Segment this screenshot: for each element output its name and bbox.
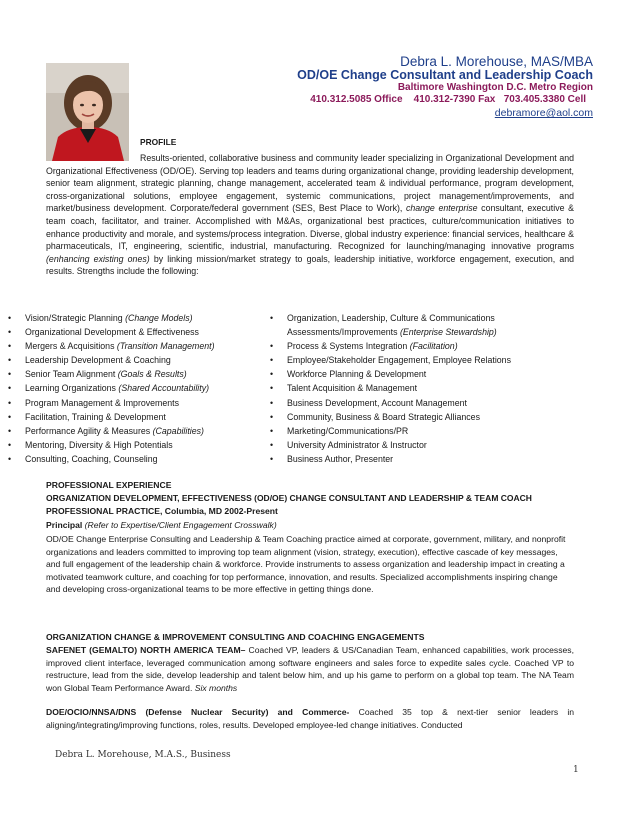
strength-left-item-text	[25, 424, 258, 438]
strength-left-item	[8, 452, 258, 466]
strength-left-item	[8, 367, 258, 381]
strength-right-item-text	[287, 438, 570, 452]
strength-right-item-label: Community, Business & Board Strategic Alliances	[287, 411, 480, 422]
bullet-icon: •	[8, 383, 12, 394]
bullet-icon: •	[8, 327, 12, 338]
strength-right-item	[270, 424, 570, 438]
strength-right-item-text	[287, 381, 570, 395]
strength-right-item-text	[287, 452, 570, 466]
safenet-description: Coached VP, leaders & US/Canadian Team, enhanced capabilities, work processes, improved client interface, leveraged communication among software engineers and sales force to expedite sales cycle. Coached VP to restructure, lead from the side, develop leadership and talent below him, and up his game to perform on a global top team. The NA Team won Global Team Performance Award.	[46, 645, 574, 693]
portrait-illustration	[46, 63, 129, 161]
bullet-icon: •	[270, 355, 274, 366]
strength-right-item-text	[287, 410, 570, 424]
strength-left-item-text	[25, 381, 258, 395]
strength-left-item-text	[25, 452, 258, 466]
strength-left-item-label: Vision/Strategic Planning	[25, 313, 126, 323]
strength-left-item-qualifier: (Goals & Results)	[117, 369, 187, 380]
resume-name: Debra L. Morehouse, MAS/MBA	[400, 54, 593, 69]
safenet-duration: Six months	[194, 682, 238, 693]
strength-right-item	[270, 381, 570, 395]
strength-right-item-label: Talent Acquisition & Management	[287, 383, 418, 394]
strength-left-item-text	[25, 396, 258, 410]
profile-paragraph	[46, 152, 574, 278]
strength-right-item-label: Workforce Planning & Development	[287, 369, 427, 380]
strength-right-item-label: Process & Systems Integration	[287, 341, 410, 352]
strength-left-item-qualifier: (Capabilities)	[152, 425, 204, 436]
strength-right-item-text	[287, 311, 570, 339]
strength-right-item-label: Marketing/Communications/PR	[287, 425, 409, 436]
doe-title: DOE/OCIO/NNSA/DNS (Defense Nuclear Security) and Commerce-	[46, 707, 350, 717]
strength-right-item-text	[287, 424, 570, 438]
strength-left-item-text	[25, 410, 258, 424]
engagements-heading: ORGANIZATION CHANGE & IMPROVEMENT CONSULTING AND COACHING ENGAGEMENTS	[46, 632, 425, 642]
strength-left-item-label: Performance Agility & Measures	[25, 425, 153, 436]
bullet-icon: •	[270, 397, 274, 408]
strength-left-item-label: Leadership Development & Coaching	[25, 355, 171, 366]
strength-right-item-label: Employee/Stakeholder Engagement, Employee Relations	[287, 355, 511, 366]
strength-left-item-text	[25, 367, 258, 381]
strength-left-item-text	[25, 353, 258, 367]
resume-email-link[interactable]: debramore@aol.com	[494, 107, 593, 119]
strength-left-item-text	[25, 438, 258, 452]
strength-right-item	[270, 311, 570, 339]
bullet-icon: •	[270, 383, 274, 394]
strength-left-item	[8, 410, 258, 424]
strength-right-item	[270, 353, 570, 367]
resume-phones: 410.312.5085 Office 410.312-7390 Fax 703.405.3380 Cell	[310, 94, 586, 105]
role-heading: ORGANIZATION DEVELOPMENT, EFFECTIVENESS (OD/OE) CHANGE CONSULTANT AND LEADERSHIP & TEAM COACH	[46, 493, 532, 503]
strength-left-item-label: Organizational Development & Effectiveness	[25, 327, 199, 338]
strength-left-item	[8, 381, 258, 395]
bullet-icon: •	[8, 397, 12, 408]
strength-left-item-text	[25, 311, 258, 325]
strength-right-item	[270, 339, 570, 353]
strength-right-item-label: Business Development, Account Management	[287, 397, 467, 408]
strength-left-item-label: Learning Organizations	[25, 383, 119, 394]
strength-right-item	[270, 410, 570, 424]
resume-region: Baltimore Washington D.C. Metro Region	[397, 82, 593, 93]
strength-right-item-text	[287, 339, 570, 353]
strength-right-item-label: Business Author, Presenter	[287, 453, 394, 464]
bullet-icon: •	[270, 313, 274, 323]
strength-right-item-label: Organization, Leadership, Culture & Communications Assessments/Improvements	[287, 313, 495, 338]
doe-description: Coached 35 top & next-tier senior leaders in aligning/integrating/improving functions, roles, results. Developed employee-led change initiatives. Conducted	[46, 707, 575, 730]
practice-description: OD/OE Change Enterprise Consulting and Leadership & Team Coaching practice aimed at corporate, government, military, and nonprofit organizations and leaders committed to improving top team alignment (vision, strategy, execution), effective cascade of key messages, and full engagement of the leadership chain & workforce. Provide instruments to assess organization and leadership impact in creating a motivated teamwork culture, and coaching for top performance, innovation, and results. Specialized accomplishments inspiring change and developing cross-organizational teams to be more effective in getting things done.	[46, 534, 566, 594]
experience-heading: PROFESSIONAL EXPERIENCE	[46, 480, 172, 490]
page-number: 1	[573, 765, 579, 775]
strength-left-item-label: Senior Team Alignment	[25, 369, 118, 380]
bullet-icon: •	[270, 341, 274, 352]
bullet-icon: •	[270, 369, 274, 380]
strength-left-item	[8, 339, 258, 353]
strength-right-item-label: University Administrator & Instructor	[287, 439, 427, 450]
strength-left-item-label: Mentoring, Diversity & High Potentials	[25, 439, 173, 450]
strength-left-item	[8, 353, 258, 367]
safenet-title: SAFENET (GEMALTO) NORTH AMERICA TEAM–	[46, 645, 246, 655]
profile-text-3: by linking mission/market strategy to goals, leadership initiative, workforce engagement, execution, and results. Strengths include the following:	[46, 253, 575, 277]
strength-left-item-text	[25, 325, 258, 339]
bullet-icon: •	[8, 453, 12, 464]
strength-left-item-qualifier: (Change Models)	[125, 313, 193, 323]
strength-right-item-text	[287, 396, 570, 410]
principal-note: (Refer to Expertise/Client Engagement Crosswalk)	[82, 520, 277, 530]
doe-engagement	[46, 706, 574, 731]
profile-text-2: consultant, executive & team coach, facilitator, and trainer. Accomplished with M&As, organizational best practices, culture/communication initiatives to enhance productivity and morale, and systems/process integration. Diverse, global industry experience: financial services, healthcare & pharmaceuticals, IT, engineering, scientific, industrial, manufacturing. Recognized for launching/managing innovative programs	[46, 203, 574, 252]
profile-italic-1: change enterprise	[405, 203, 478, 214]
bullet-icon: •	[8, 411, 12, 422]
profile-italic-2: (enhancing existing ones)	[46, 253, 150, 264]
strength-right-item	[270, 438, 570, 452]
profile-text-1: Results-oriented, collaborative business and community leader specializing in Organizational Development and Organizational Effectiveness (OD/OE). Serving top leaders and teams during organizational change, providing leadership development, senior team alignment, strategic planning, change management, accelerated team & individual performance, program development, cross-organizational solutions, employee engagement, systemic communications, project management/improvements, and market/business development. Corporate/federal government (SES, Best Place to Work),	[46, 153, 574, 214]
strength-left-item-text	[25, 339, 258, 353]
strength-right-item-text	[287, 367, 570, 381]
strength-right-item	[270, 396, 570, 410]
strength-left-item	[8, 438, 258, 452]
bullet-icon: •	[8, 355, 12, 366]
strength-left-item-label: Mergers & Acquisitions	[25, 341, 117, 352]
strength-right-item-text	[287, 353, 570, 367]
bullet-icon: •	[270, 453, 274, 464]
principal-line	[46, 519, 574, 532]
bullet-icon: •	[8, 439, 12, 450]
bullet-icon: •	[8, 369, 12, 380]
profile-heading: PROFILE	[140, 137, 177, 147]
strength-left-item-label: Consulting, Coaching, Counseling	[25, 453, 158, 464]
strength-left-item-label: Program Management & Improvements	[25, 397, 180, 408]
strength-right-item	[270, 367, 570, 381]
strength-right-item-qualifier: (Enterprise Stewardship)	[399, 327, 497, 338]
principal-label: Principal	[46, 520, 83, 530]
bullet-icon: •	[270, 439, 274, 450]
strengths-list-left	[8, 311, 258, 466]
strength-left-item-label: Facilitation, Training & Development	[25, 411, 166, 422]
bullet-icon: •	[270, 425, 274, 436]
bullet-icon: •	[8, 341, 12, 352]
strength-right-item-qualifier: (Facilitation)	[409, 341, 458, 352]
resume-title: OD/OE Change Consultant and Leadership Coach	[297, 68, 593, 82]
profile-photo	[46, 63, 129, 161]
safenet-engagement	[46, 644, 574, 694]
footer-name: Debra L. Morehouse, M.A.S., Business	[55, 750, 231, 760]
bullet-icon: •	[270, 411, 274, 422]
strength-left-item	[8, 311, 258, 325]
strength-left-item	[8, 325, 258, 339]
bullet-icon: •	[8, 425, 12, 436]
strength-left-item-qualifier: (Shared Accountability)	[118, 383, 210, 394]
strength-right-item	[270, 452, 570, 466]
strength-left-item-qualifier: (Transition Management)	[116, 341, 215, 352]
strength-left-item	[8, 396, 258, 410]
bullet-icon: •	[8, 313, 12, 323]
strengths-list-right	[270, 311, 570, 466]
strength-left-item	[8, 424, 258, 438]
practice-line: PROFESSIONAL PRACTICE, Columbia, MD 2002-Present	[46, 506, 278, 516]
